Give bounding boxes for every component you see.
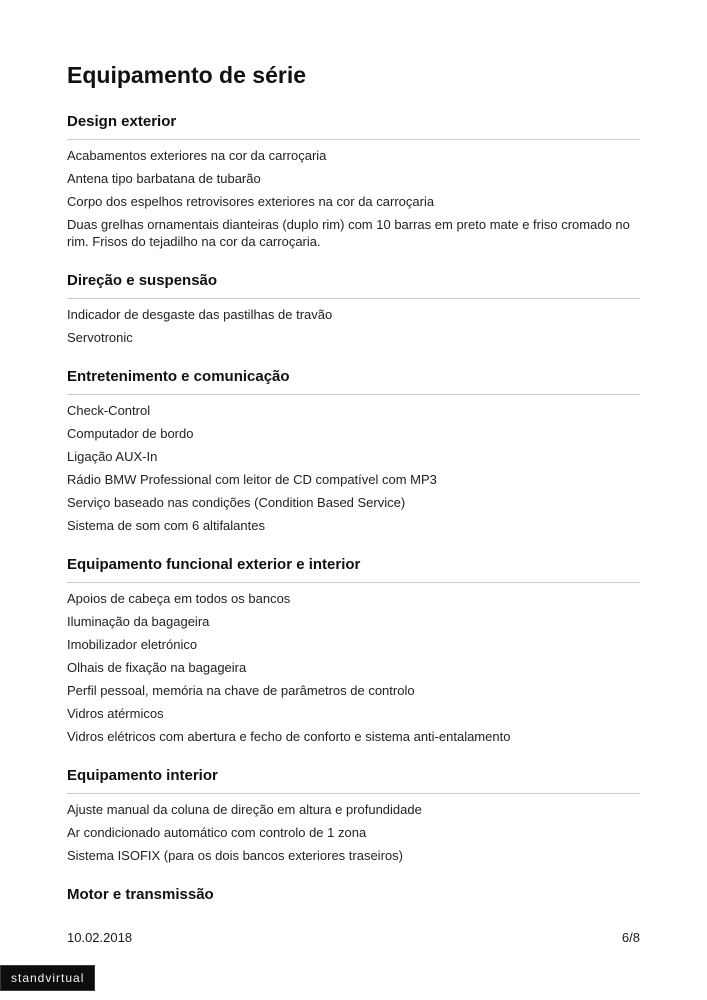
equipment-item: Ar condicionado automático com controlo de 1 zona [67,825,367,840]
equipment-item: Acabamentos exteriores na cor da carroçaria [67,148,327,163]
equipment-item: Indicador de desgaste das pastilhas de travão [67,307,333,322]
item-list [67,402,640,534]
section-heading: Design exterior [67,113,177,130]
equipment-section [67,113,640,250]
section-divider [67,298,640,299]
equipment-item: Antena tipo barbatana de tubarão [67,171,261,186]
section-divider [67,582,640,583]
item-list [67,590,640,745]
equipment-section [67,556,640,745]
equipment-item: Olhais de fixação na bagageira [67,660,247,675]
item-list [67,801,640,864]
equipment-item: Perfil pessoal, memória na chave de parâmetros de controlo [67,683,415,698]
equipment-item: Apoios de cabeça em todos os bancos [67,591,291,606]
section-heading: Motor e transmissão [67,886,214,903]
section-divider [67,139,640,140]
equipment-item: Computador de bordo [67,426,194,441]
equipment-section [67,886,640,904]
page-footer [67,930,640,945]
sections-container [67,113,640,904]
equipment-item: Check-Control [67,403,151,418]
equipment-item: Ligação AUX-In [67,449,158,464]
item-list [67,306,640,346]
document-content [67,62,640,912]
equipment-item: Iluminação da bagageira [67,614,210,629]
section-divider [67,793,640,794]
item-list [67,147,640,250]
equipment-item: Sistema de som com 6 altifalantes [67,518,265,533]
section-heading: Equipamento funcional exterior e interior [67,556,361,573]
equipment-item: Servotronic [67,330,133,345]
equipment-item: Serviço baseado nas condições (Condition Based Service) [67,495,406,510]
equipment-item: Ajuste manual da coluna de direção em altura e profundidade [67,802,422,817]
equipment-item: Sistema ISOFIX (para os dois bancos exteriores traseiros) [67,848,403,863]
section-heading: Equipamento interior [67,767,218,784]
equipment-item: Imobilizador eletrónico [67,637,198,652]
page-title: Equipamento de série [67,62,307,88]
footer-page-number: 6/8 [621,930,640,945]
equipment-item: Vidros atérmicos [67,706,164,721]
equipment-item: Duas grelhas ornamentais dianteiras (duplo rim) com 10 barras em preto mate e friso cromado no rim. Frisos do tejadilho na cor da carroçaria. [67,217,630,249]
equipment-section [67,272,640,346]
equipment-item: Vidros elétricos com abertura e fecho de conforto e sistema anti-entalamento [67,729,511,744]
equipment-section [67,767,640,864]
equipment-section [67,368,640,534]
equipment-item: Corpo dos espelhos retrovisores exteriores na cor da carroçaria [67,194,435,209]
section-heading: Entretenimento e comunicação [67,368,290,385]
footer-date: 10.02.2018 [67,930,133,945]
section-heading: Direção e suspensão [67,272,218,289]
section-divider [67,394,640,395]
equipment-item: Rádio BMW Professional com leitor de CD compatível com MP3 [67,472,437,487]
watermark-badge: standvirtual [0,965,95,991]
